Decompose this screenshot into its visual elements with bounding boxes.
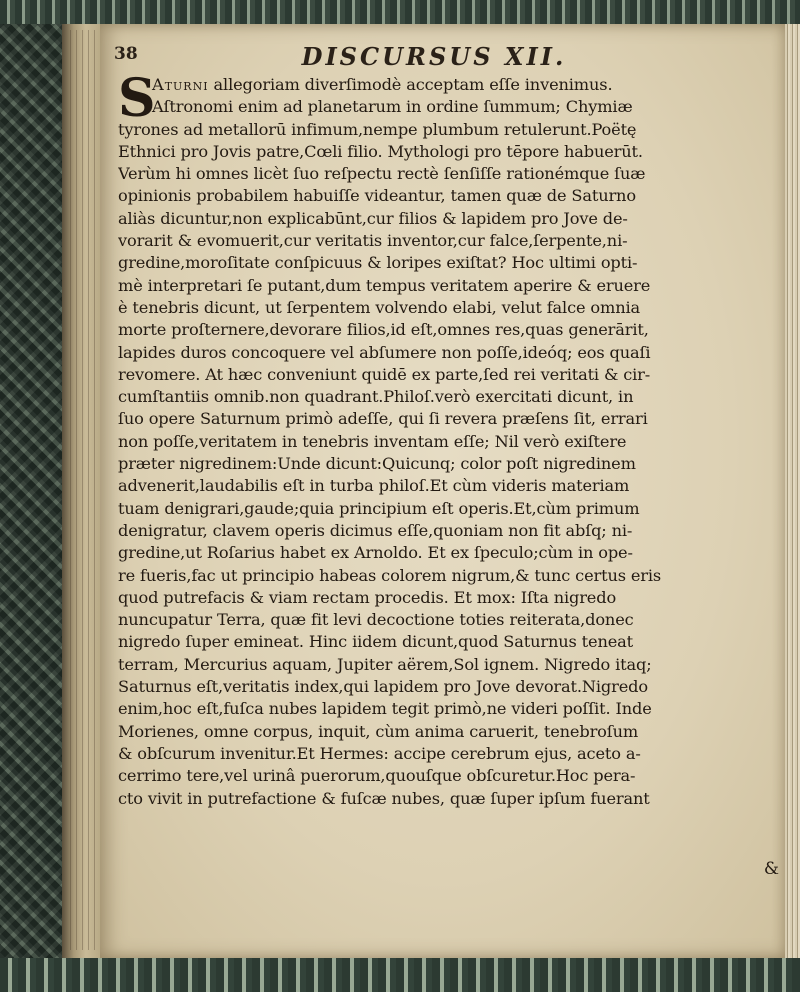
text-line: Verùm hi omnes licèt ſuo reſpectu rectè ſenſiſſe rationémque ſuæ [118, 164, 646, 184]
text-line: Ethnici pro Jovis patre,Cœli filio. Mythologi pro tēpore habuerūt. [118, 141, 643, 161]
text-line: mè interpretari ſe putant,dum tempus veritatem aperire & eruere [118, 275, 651, 295]
text-line: advenerit,laudabilis eſt in turba philoſ.Et cùm videris materiam [118, 476, 630, 496]
text-line: gredine,moroſitate conſpicuus & loripes exiſtat? Hoc ultimi opti- [118, 253, 638, 273]
book-binding [0, 0, 65, 992]
drop-capital: S [118, 68, 156, 129]
first-word-caps: Aturni [152, 75, 209, 94]
text-line: tuam denigrari,gaude;quia principium eſt operis.Et,cùm primum [118, 498, 640, 518]
text-line: è tenebris dicunt, ut ſerpentem volvendo elabi, velut falce omnia [118, 297, 641, 317]
body-text [118, 68, 770, 810]
text-line: cto vivit in putrefactione & fuſcæ nubes, quæ ſuper ipſum fuerant [118, 788, 650, 808]
page-edges [785, 24, 800, 958]
text-line: ſuo opere Saturnum primò adeſſe, qui ſi revera præſens ſit, errari [118, 409, 648, 429]
text-line: tyrones ad metallorū infimum,nempe plumbum retulerunt.Poëtę [118, 119, 637, 139]
text-line: gredine,ut Roſarius habet ex Arnoldo. Et ex ſpeculo;cùm in ope- [118, 543, 633, 563]
text-line: morte proſternere,devorare filios,id eſt,omnes res,quas generārit, [118, 320, 649, 340]
bottom-edge-band [0, 958, 800, 992]
text-line: revomere. At hæc conveniunt quidē ex parte,ſed rei veritati & cir- [118, 364, 651, 384]
text-line: Saturnus eſt,veritatis index,qui lapidem pro Jove devorat.Nigredo [118, 677, 648, 697]
text-line: & obſcurum invenitur.Et Hermes: accipe cerebrum ejus, aceto a- [118, 743, 641, 763]
catchword: & [763, 859, 779, 879]
text-line: enim,hoc eſt,fuſca nubes lapidem tegit primò,ne videri poſſit. Inde [118, 699, 652, 719]
text-line: Morienes, omne corpus, inquit, cùm anima caruerit, tenebroſum [118, 721, 639, 741]
book-page [100, 24, 785, 958]
text-line: quod putrefacis & viam rectam procedis. Et mox: Iſta nigredo [118, 587, 617, 607]
text-line: denigratur, clavem operis dicimus eſſe,quoniam non fit abſq; ni- [118, 520, 633, 540]
text-line: terram, Mercurius aquam, Jupiter aërem,Sol ignem. Nigredo itaq; [118, 654, 652, 674]
text-line-first [118, 74, 770, 96]
running-title: DISCURSUS XII. [301, 42, 567, 71]
text-line: cumſtantiis omnib.non quadrant.Philoſ.verò exercitati dicunt, in [118, 387, 634, 407]
text-line: aliàs dicuntur,non explicabūnt,cur filios & lapidem pro Jove de- [118, 208, 628, 228]
text-line: re fueris,fac ut principio habeas colorem nigrum,& tunc certus eris [118, 565, 662, 585]
text-line: lapides duros concoquere vel abſumere non poſſe,ideóq; eos quaſi [118, 342, 651, 362]
text-line: opinionis probabilem habuiſſe videantur, tamen quæ de Saturno [118, 186, 636, 206]
text-line: præter nigredinem:Unde dicunt:Quicunq; color poſt nigredinem [118, 454, 636, 474]
first-line-rest: allegoriam diverſimodè acceptam eſſe invenimus. [208, 75, 613, 94]
text-line: cerrimo tere,vel urinâ puerorum,quouſque obſcuretur.Hoc pera- [118, 766, 636, 786]
page-number: 38 [114, 44, 138, 64]
page-header [114, 42, 754, 72]
text-line: non poſſe,veritatem in tenebris inventam eſſe; Nil verò exiſtere [118, 431, 627, 451]
text-line: Aſtronomi enim ad planetarum in ordine ſummum; Chymiæ [152, 97, 633, 117]
text-line: nigredo ſuper emineat. Hinc iidem dicunt,quod Saturnus teneat [118, 632, 634, 652]
gutter-shadow [70, 30, 98, 950]
text-line: nuncupatur Terra, quæ fit levi decoctione toties reiterata,donec [118, 610, 634, 630]
top-edge-band [0, 0, 800, 24]
text-line: vorarit & evomuerit,cur veritatis inventor,cur falce,ſerpente,ni- [118, 231, 628, 251]
text-lines [118, 96, 770, 810]
